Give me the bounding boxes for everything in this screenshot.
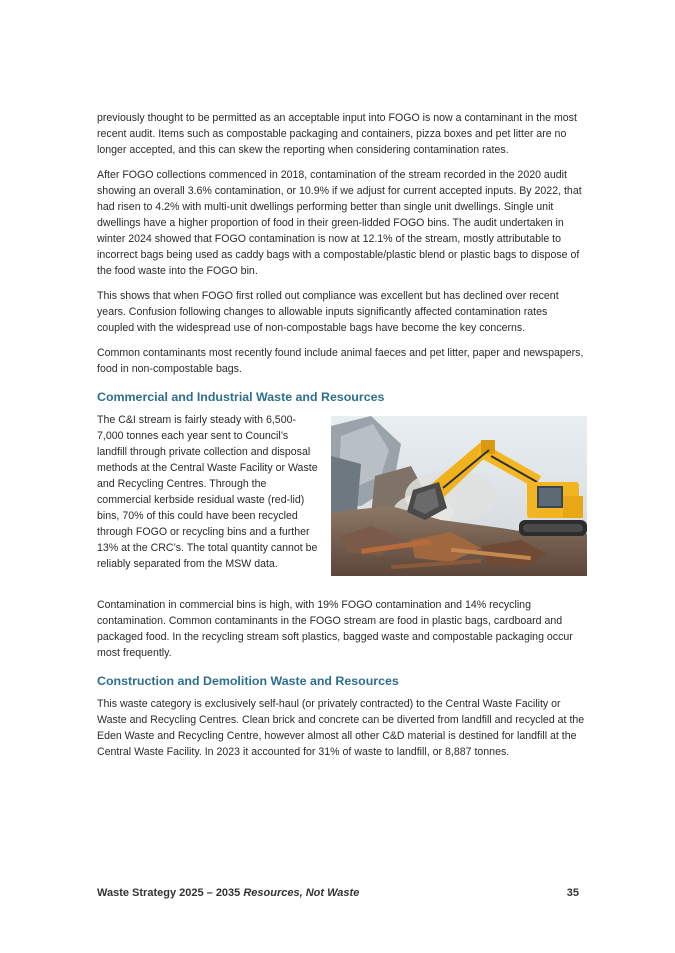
paragraph-compliance: This shows that when FOGO first rolled out compliance was excellent but has declined over recent years. Confusion following changes to allowable inputs significantly affected contamination rates coupled with the widespread use of non-compostable bags have become the key concerns.: [97, 290, 559, 334]
ci-block: [97, 412, 587, 588]
footer-subtitle: Resources, Not Waste: [243, 887, 360, 899]
paragraph-fogo-audit: After FOGO collections commenced in 2018, contamination of the stream recorded in the 2020 audit showing an overall 3.6% contamination, or 10.9% if we adjust for current accepted inputs. By 2022, that had risen to 4.2% with multi-unit dwellings performing better than single unit dwellings. Single unit dwellings have a higher proportion of food in their green-lidded FOGO bins. The audit undertaken in winter 2024 showed that FOGO contamination is now at 12.1% of the stream, mostly attributable to incorrect bags being used as caddy bags with a compostable/plastic blend or plastic bags to dispose of the food waste into the FOGO bin.: [97, 169, 582, 277]
footer-title: Waste Strategy 2025 – 2035: [97, 887, 241, 899]
heading-commercial-industrial: Commercial and Industrial Waste and Resources: [97, 390, 385, 404]
paragraph-ci-stream: The C&I stream is fairly steady with 6,500-7,000 tonnes each year sent to Council’s landfill through private collection and disposal methods at the Central Waste Facility or Waste and Recycling Centres. Through the commercial kerbside residual waste (red-lid) bins, 70% of this could have been recycled through FOGO or recycling bins and a further 13% at the CRC’s. The total quantity cannot be reliably separated from the MSW data.: [97, 414, 318, 570]
paragraph-commercial-contamination: Contamination in commercial bins is high, with 19% FOGO contamination and 14% recycling contamination. Common contaminants in the FOGO stream are food in plastic bags, cardboard and packaged food. In the recycling stream soft plastics, bagged waste and compostable packaging occur most frequently.: [97, 599, 573, 659]
heading-construction-demolition: Construction and Demolition Waste and Resources: [97, 674, 399, 688]
paragraph-cd-waste: This waste category is exclusively self-haul (or privately contracted) to the Central Waste Facility or Waste and Recycling Centres. Clean brick and concrete can be diverted from landfill and recycled at the Eden Waste and Recycling Centre, however almost all other C&D material is destined for landfill at the Central Waste Facility. In 2023 it accounted for 31% of waste to landfill, or 8,887 tonnes.: [97, 698, 585, 758]
excavator-demolition-photo: [331, 416, 587, 576]
page-footer: [97, 887, 579, 903]
page-number: 35: [566, 887, 579, 899]
footer-document-title: [97, 887, 359, 899]
page-content: [97, 110, 587, 769]
paragraph-fogo-contaminant: previously thought to be permitted as an acceptable input into FOGO is now a contaminant in the most recent audit. Items such as compostable packaging and containers, pizza boxes and pet litter are no longer accepted, and this can skew the reporting when considering contamination rates.: [97, 112, 577, 156]
paragraph-common-contaminants: Common contaminants most recently found include animal faeces and pet litter, paper and newspapers, food in non-compostable bags.: [97, 347, 584, 375]
